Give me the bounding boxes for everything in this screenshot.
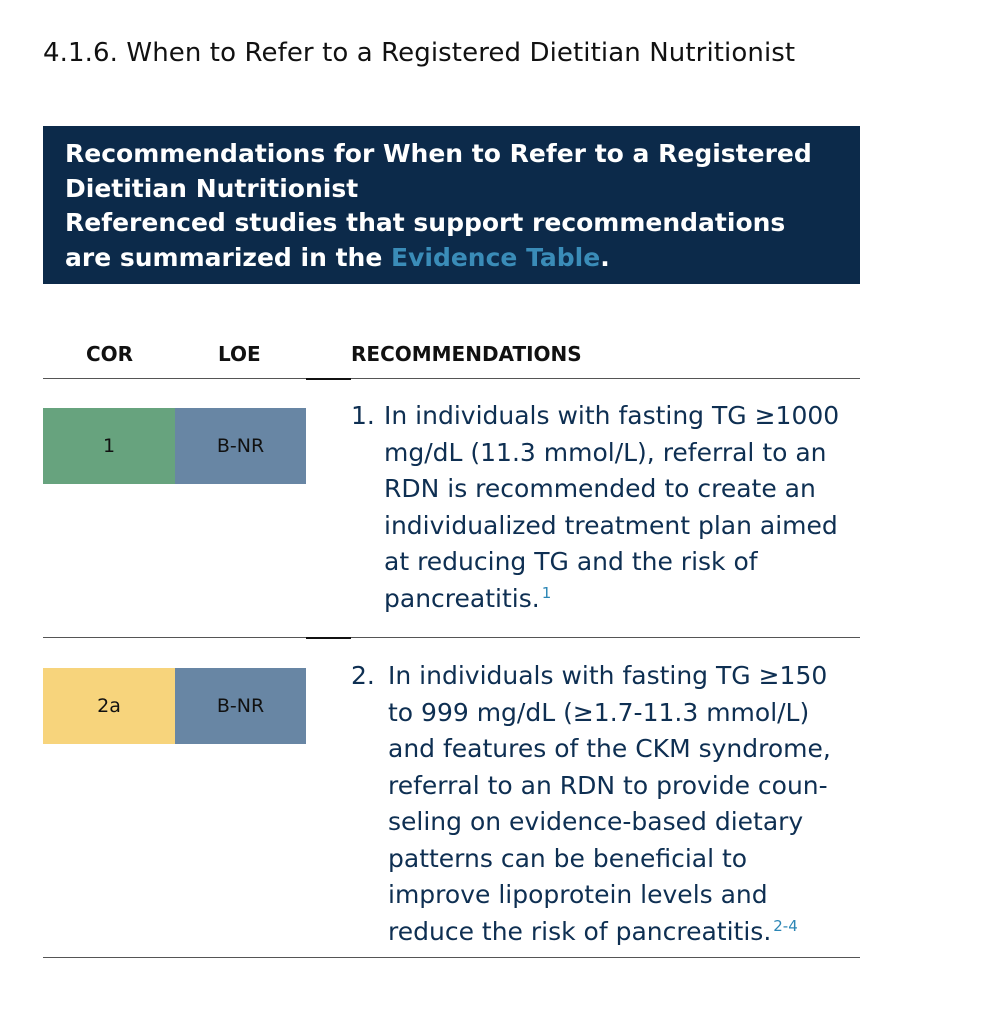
recommendation-2-line-8: reduce the risk of pancreatitis.	[388, 916, 772, 946]
header-divider	[43, 378, 860, 379]
recommendation-2-line-7: improve lipoprotein levels and	[388, 880, 768, 909]
cor-badge-row-2: 2a	[43, 668, 175, 744]
header-line-3: Referenced studies that support recommendations	[65, 208, 786, 237]
recommendations-header-box	[43, 126, 860, 284]
recommendation-1-line-3: RDN is recommended to create an	[384, 474, 816, 503]
recommendation-2-number: 2.	[351, 661, 375, 690]
recommendation-1-number: 1.	[351, 401, 375, 430]
recommendation-2-line-5: seling on evidence-based dietary	[388, 807, 804, 836]
header-line-4	[65, 241, 838, 276]
column-header-cor: COR	[86, 342, 134, 366]
recommendation-2-line-4: referral to an RDN to provide coun-	[388, 770, 828, 800]
evidence-table-link[interactable]: Evidence Table	[391, 242, 601, 272]
header-line-4-prefix: are summarized in the	[65, 242, 391, 272]
recommendation-2	[351, 658, 871, 950]
cor-badge-row-1: 1	[43, 408, 175, 484]
recommendation-2-line-3: and features of the CKM syndrome,	[388, 734, 831, 763]
header-divider-accent	[306, 378, 351, 380]
recommendation-1-reference[interactable]: 1	[541, 583, 552, 602]
row-divider-1-accent	[306, 637, 351, 639]
recommendation-2-line-2: to 999 mg/dL (≥1.7-11.3 mmol/L)	[388, 697, 810, 727]
recommendation-2-reference[interactable]: 2-4	[773, 916, 798, 935]
loe-badge-row-2: B-NR	[175, 668, 306, 744]
recommendation-1-line-6: pancreatitis.	[384, 583, 540, 613]
recommendation-1	[351, 398, 871, 617]
header-line-2: Dietitian Nutritionist	[65, 173, 359, 203]
recommendation-1-line-2: mg/dL (11.3 mmol/L), referral to an	[384, 437, 827, 467]
recommendation-2-line-1: In individuals with fasting TG ≥150	[388, 661, 828, 690]
header-line-1: Recommendations for When to Refer to a Registered	[65, 139, 812, 168]
column-header-loe: LOE	[218, 342, 261, 366]
recommendation-1-line-4: individualized treatment plan aimed	[384, 510, 838, 540]
recommendation-1-line-5: at reducing TG and the risk of	[384, 547, 758, 576]
header-line-4-suffix: .	[600, 242, 610, 272]
section-title: 4.1.6. When to Refer to a Registered Dietitian Nutritionist	[43, 38, 796, 68]
row-divider-1	[43, 637, 860, 638]
recommendation-1-line-1: In individuals with fasting TG ≥1000	[384, 401, 840, 430]
loe-badge-row-1: B-NR	[175, 408, 306, 484]
recommendation-2-line-6: patterns can be beneficial to	[388, 843, 748, 873]
column-header-recommendations: RECOMMENDATIONS	[351, 342, 582, 366]
recommendation-2-line-8-wrap	[351, 914, 871, 951]
recommendation-1-line-6-wrap	[351, 581, 871, 618]
table-bottom-divider	[43, 957, 860, 958]
